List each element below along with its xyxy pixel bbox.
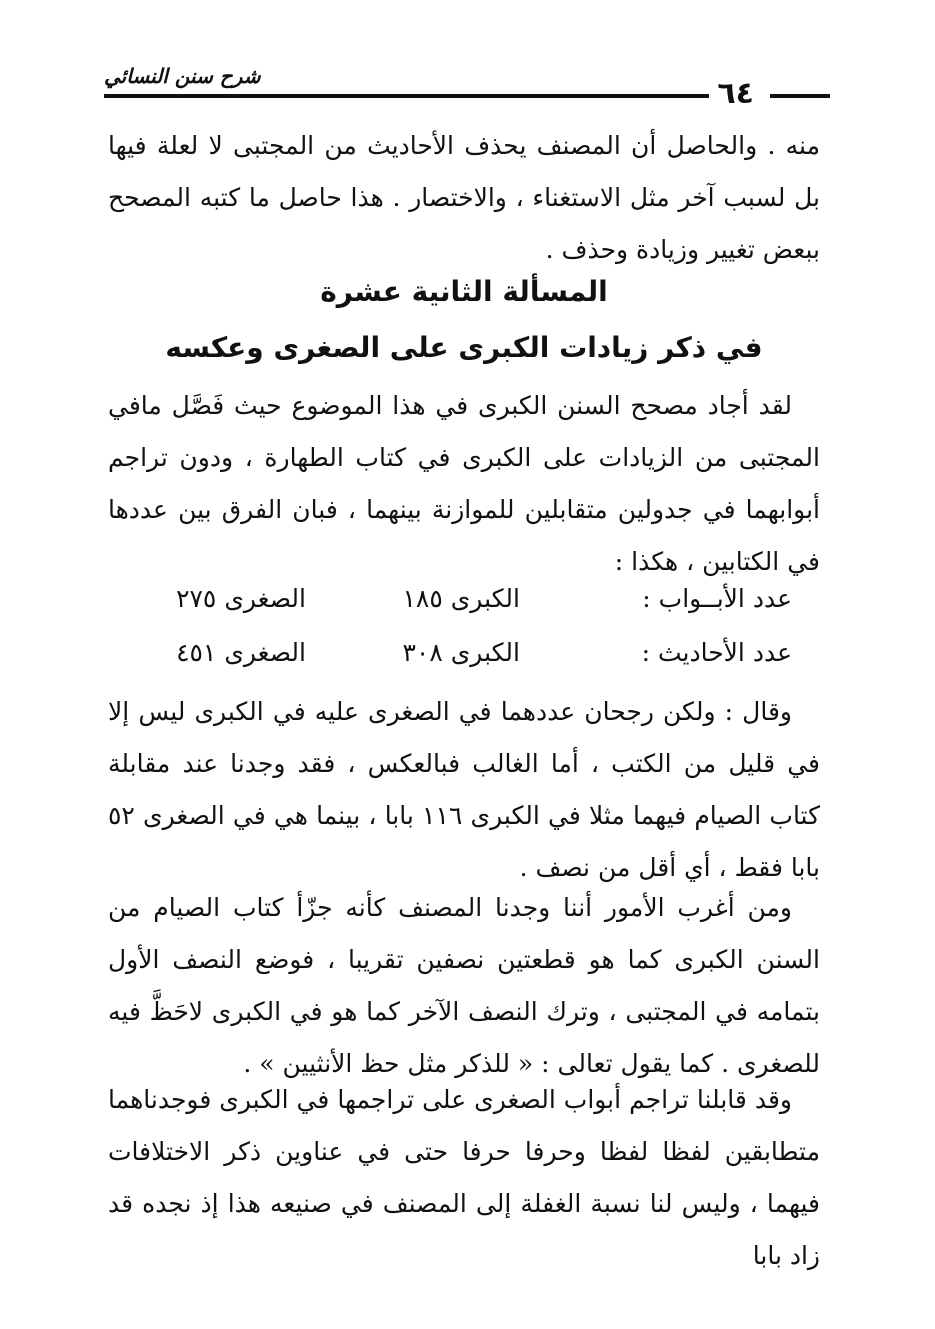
running-title: شرح سنن النسائي xyxy=(104,64,261,88)
section-subheading: في ذكر زيادات الكبرى على الصغرى وعكسه xyxy=(165,331,763,364)
row-label: عدد الأحاديث : xyxy=(641,638,792,667)
section-heading: المسألة الثانية عشرة xyxy=(320,275,608,308)
paragraph-fasting-comparison: وقال : ولكن رجحان عددهما في الصغرى عليه في الكبرى ليس إلا في قليل من الكتب ، أما الغالب فبالعكس ، فقد وجدنا عند مقابلة كتاب الصيام فيهما مثلا في الكبرى ١١٦ بابا ، بينما هي في الصغرى ٥٢ بابا فقط ، أي أقل من نصف . xyxy=(108,697,821,882)
kubra-count: الكبرى ٣٠٨ xyxy=(402,638,520,667)
sughra-count: الصغرى ٤٥١ xyxy=(176,638,306,667)
header-rule-short xyxy=(770,94,830,98)
page-header xyxy=(100,60,830,110)
sughra-count: الصغرى ٢٧٥ xyxy=(176,584,306,613)
table-row-hadiths xyxy=(108,628,820,678)
paragraph-matching-titles: وقد قابلنا تراجم أبواب الصغرى على تراجمها في الكبرى فوجدناهما متطابقين لفظا لفظا وحرفا حرفا حتى في عناوين ذكر الاختلافات فيهما ، وليس لنا نسبة الغفلة إلى المصنف في صنيعه هذا إذ نجده قد زاد بابا xyxy=(108,1085,820,1270)
header-rule xyxy=(104,94,748,98)
paragraph-continuation: منه . والحاصل أن المصنف يحذف الأحاديث من المجتبى لا لعلة فيها بل لسبب آخر مثل الاستغناء ، والاختصار . هذا حاصل ما كتبه المصحح ببعض تغيير وزيادة وحذف . xyxy=(108,131,820,264)
kubra-count: الكبرى ١٨٥ xyxy=(402,584,520,613)
row-label: عدد الأبــواب : xyxy=(642,584,792,613)
page-number: ٦٤ xyxy=(709,74,762,114)
table-row-chapters xyxy=(108,574,820,624)
paragraph-division: ومن أغرب الأمور أننا وجدنا المصنف كأنه جزّأ كتاب الصيام من السنن الكبرى كما هو قطعتين نصفين تقريبا ، فوضع النصف الأول بتمامه في المجتبى ، وترك النصف الآخر كما هو في الكبرى لاحَظَّ فيه للصغرى . كما يقول تعالى : « للذكر مثل حظ الأنثيين » . xyxy=(108,893,820,1078)
paragraph-intro: لقد أجاد مصحح السنن الكبرى في هذا الموضوع حيث فَصَّل مافي المجتبى من الزيادات على الكبرى في كتاب الطهارة ، ودون تراجم أبوابهما في جدولين متقابلين للموازنة بينهما ، فبان الفرق بين عددها في الكتابين ، هكذا : xyxy=(108,391,820,576)
